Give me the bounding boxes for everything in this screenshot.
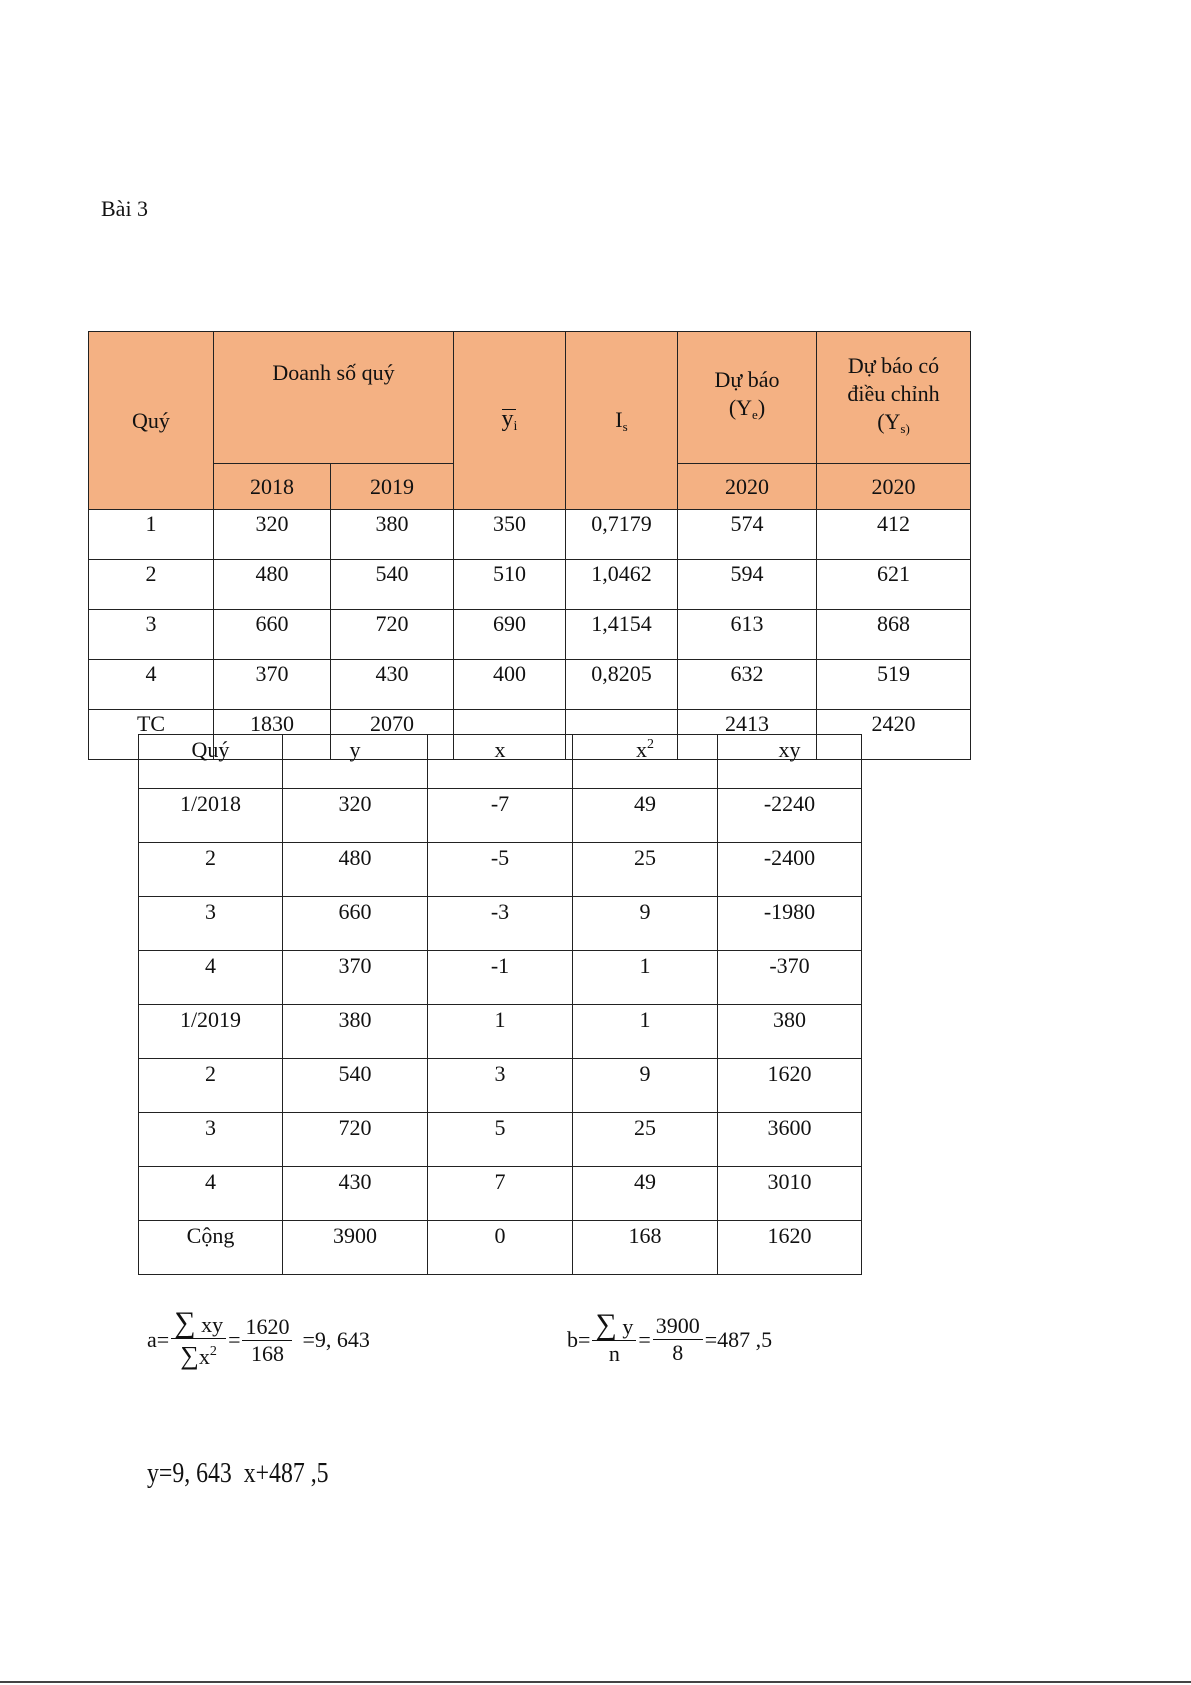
cell-sales-2019: 380 <box>331 510 454 560</box>
table-row <box>139 789 862 843</box>
cell-x: 7 <box>428 1167 573 1221</box>
fraction-values: $\frac{3900}{8}$ <box>653 1313 703 1366</box>
cell-sales-2019: 720 <box>331 610 454 660</box>
cell-x: 1 <box>428 1005 573 1059</box>
cell-x-squared: 1 <box>573 1005 718 1059</box>
cell-x: 0 <box>428 1221 573 1275</box>
cell-sales-2018: 660 <box>214 610 331 660</box>
cell-quarter: 1/2018 <box>139 789 283 843</box>
table-row <box>89 610 971 660</box>
formula-b-lhs: b= <box>567 1326 591 1352</box>
col-adjusted-forecast-header: Dự báo có điều chỉnh ($Y_{s)}$ <box>817 332 971 464</box>
cell-y: 540 <box>283 1059 428 1113</box>
cell-x: -5 <box>428 843 573 897</box>
seasonal-forecast-table <box>88 331 971 760</box>
cell-quarter: 4 <box>89 660 214 710</box>
cell-quarter: 2 <box>139 843 283 897</box>
cell-forecast: 613 <box>678 610 817 660</box>
cell-adjusted-forecast: 2420 <box>817 710 971 760</box>
table-row <box>139 1113 862 1167</box>
cell-average: 690 <box>454 610 566 660</box>
cell-sales-2018: 370 <box>214 660 331 710</box>
cell-quarter: 2 <box>139 1059 283 1113</box>
formula-b-result: =487 ,5 <box>704 1326 773 1352</box>
cell-x: -3 <box>428 897 573 951</box>
cell-xy: 3600 <box>718 1113 862 1167</box>
cell-x-squared: 49 <box>573 1167 718 1221</box>
formula-a-lhs: a= <box>147 1327 170 1352</box>
cell-quarter: 4 <box>139 951 283 1005</box>
cell-x-squared: 168 <box>573 1221 718 1275</box>
cell-xy: 1620 <box>718 1059 862 1113</box>
cell-sales-2019: 2070 <box>331 710 454 760</box>
col-sales-header: Doanh số quý <box>214 332 454 464</box>
col-quarter-header: Quý <box>139 735 283 789</box>
table-row <box>139 951 862 1005</box>
cell-sales-2019: 430 <box>331 660 454 710</box>
table-row <box>139 1005 862 1059</box>
cell-xy: -370 <box>718 951 862 1005</box>
cell-y: 480 <box>283 843 428 897</box>
cell-forecast: 594 <box>678 560 817 610</box>
cell-x-squared: 9 <box>573 897 718 951</box>
cell-xy: 1620 <box>718 1221 862 1275</box>
table-row <box>89 510 971 560</box>
col-average-header <box>454 332 566 510</box>
col-forecast-header: Dự báo $(Y_e)$ <box>678 332 817 464</box>
col-x-header: x <box>428 735 573 789</box>
cell-x-squared: 25 <box>573 843 718 897</box>
cell-x-squared: 9 <box>573 1059 718 1113</box>
fraction-values: $\frac{1620}{168}$ <box>242 1314 292 1367</box>
table-total-row <box>139 1221 862 1275</box>
year-2018-header: 2018 <box>214 464 331 510</box>
cell-seasonal-index: 1,0462 <box>566 560 678 610</box>
adjusted-year-header: 2020 <box>817 464 971 510</box>
formula-a-result: =9, 643 <box>302 1327 370 1352</box>
cell-xy: 3010 <box>718 1167 862 1221</box>
cell-quarter: TC <box>89 710 214 760</box>
cell-seasonal-index: 0,7179 <box>566 510 678 560</box>
cell-forecast: 632 <box>678 660 817 710</box>
cell-seasonal-index: 1,4154 <box>566 610 678 660</box>
cell-adjusted-forecast: 621 <box>817 560 971 610</box>
cell-y: 380 <box>283 1005 428 1059</box>
cell-quarter: 1/2019 <box>139 1005 283 1059</box>
col-quarter-header: Quý <box>89 332 214 510</box>
year-2019-header: 2019 <box>331 464 454 510</box>
cell-x-squared: 25 <box>573 1113 718 1167</box>
sigma-icon: ∑ <box>174 1306 196 1339</box>
col-xy-header: xy <box>718 735 862 789</box>
cell-sales-2018: 480 <box>214 560 331 610</box>
cell-sales-2019: 540 <box>331 560 454 610</box>
col-seasonal-index-header: $I_s$ <box>566 332 678 510</box>
cell-average: 350 <box>454 510 566 560</box>
regression-equation: y=9, 643 x+487 ,5 <box>147 1458 329 1489</box>
table-row <box>139 1059 862 1113</box>
fraction-sum-y: $\frac{\sum y}{n}$ <box>592 1312 636 1367</box>
sigma-icon: ∑ <box>595 1308 617 1341</box>
cell-xy: -2400 <box>718 843 862 897</box>
cell-y: 720 <box>283 1113 428 1167</box>
cell-quarter: Cộng <box>139 1221 283 1275</box>
cell-quarter: 3 <box>139 1113 283 1167</box>
sigma-icon: ∑ <box>180 1341 199 1370</box>
cell-xy: -1980 <box>718 897 862 951</box>
intercept-formula: b= $\frac{\sum y}{n}$ = $\frac{3900}{8}$ =487 ,5 <box>567 1308 773 1366</box>
cell-y: 660 <box>283 897 428 951</box>
cell-x: -7 <box>428 789 573 843</box>
cell-xy: -2240 <box>718 789 862 843</box>
cell-quarter: 4 <box>139 1167 283 1221</box>
cell-x-squared: 49 <box>573 789 718 843</box>
table-row <box>139 897 862 951</box>
cell-y: 3900 <box>283 1221 428 1275</box>
cell-quarter: 1 <box>89 510 214 560</box>
cell-seasonal-index: 0,8205 <box>566 660 678 710</box>
col-x-squared-header: $x^2$ <box>573 735 718 789</box>
cell-adjusted-forecast: 868 <box>817 610 971 660</box>
cell-forecast: 574 <box>678 510 817 560</box>
cell-y: 370 <box>283 951 428 1005</box>
cell-y: 320 <box>283 789 428 843</box>
table-row <box>139 1167 862 1221</box>
cell-x: -1 <box>428 951 573 1005</box>
cell-x: 5 <box>428 1113 573 1167</box>
y-bar-symbol: $y_i$ <box>501 406 518 434</box>
col-y-header: y <box>283 735 428 789</box>
table-row <box>139 843 862 897</box>
cell-adjusted-forecast: 412 <box>817 510 971 560</box>
cell-sales-2018: 1830 <box>214 710 331 760</box>
cell-adjusted-forecast: 519 <box>817 660 971 710</box>
cell-x-squared: 1 <box>573 951 718 1005</box>
cell-average: 510 <box>454 560 566 610</box>
fraction-sum-xy: $\frac{\sum xy}{\sum x^2}$ <box>171 1310 226 1370</box>
cell-y: 430 <box>283 1167 428 1221</box>
cell-x: 3 <box>428 1059 573 1113</box>
cell-average: 400 <box>454 660 566 710</box>
table-header-row <box>89 332 971 464</box>
table-header-row <box>139 735 862 789</box>
table-row <box>89 660 971 710</box>
cell-forecast: 2413 <box>678 710 817 760</box>
exercise-heading: Bài 3 <box>101 196 149 221</box>
table-row <box>89 560 971 610</box>
page-bottom-divider <box>0 1681 1191 1683</box>
cell-sales-2018: 320 <box>214 510 331 560</box>
cell-xy: 380 <box>718 1005 862 1059</box>
cell-quarter: 2 <box>89 560 214 610</box>
cell-quarter: 3 <box>89 610 214 660</box>
forecast-year-header: 2020 <box>678 464 817 510</box>
slope-formula: a= $\frac{\sum xy}{\sum x^2}$ = $\frac{1620}{168}$ =9, 643 <box>147 1306 370 1370</box>
regression-table <box>138 734 862 1275</box>
cell-quarter: 3 <box>139 897 283 951</box>
